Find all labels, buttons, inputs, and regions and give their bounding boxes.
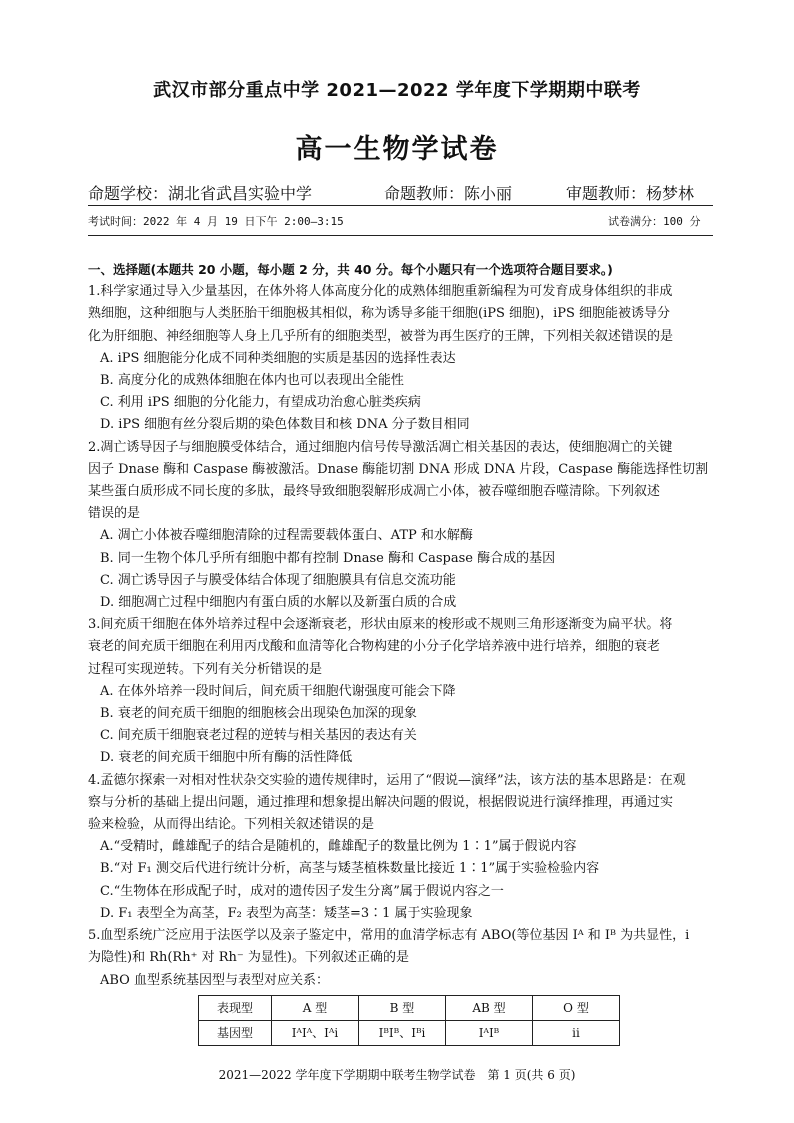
option-c: C.“生物体在形成配子时，成对的遗传因子发生分离”属于假说内容之一 bbox=[100, 883, 504, 899]
table-cell: ii bbox=[533, 1020, 620, 1045]
question-stem-line: 3.间充质干细胞在体外培养过程中会逐渐衰老，形状由原来的梭形或不规则三角形逐渐变为扁平状。将 bbox=[88, 617, 673, 633]
table-cell: IᴬIᴬ、Iᴬi bbox=[272, 1020, 359, 1045]
option-b: B. 高度分化的成熟体细胞在体内也可以表现出全能性 bbox=[100, 373, 404, 389]
option-c: C. 间充质干细胞衰老过程的逆转与相关基因的表达有关 bbox=[100, 728, 417, 744]
blood-type-table bbox=[198, 995, 620, 1046]
option-c: C. 凋亡诱导因子与膜受体结合体现了细胞膜具有信息交流功能 bbox=[100, 572, 456, 588]
question-1 bbox=[88, 281, 718, 436]
question-stem-line: 为隐性)和 Rh(Rh⁺ 对 Rh⁻ 为显性)。下列叙述正确的是 bbox=[88, 950, 409, 966]
question-stem-line: 化为肝细胞、神经细胞等人身上几乎所有的细胞类型，被誉为再生医疗的王牌，下列相关叙述错误的是 bbox=[88, 328, 674, 344]
table-row bbox=[199, 995, 620, 1020]
table-cell: B 型 bbox=[359, 995, 446, 1020]
question-stem-line: 衰老的间充质干细胞在利用丙戊酸和血清等化合物构建的小分子化学培养液中进行培养，细胞的衰老 bbox=[88, 639, 661, 655]
option-a: A.“受精时，雌雄配子的结合是随机的，雌雄配子的数量比例为 1∶1”属于假说内容 bbox=[100, 839, 577, 855]
question-2 bbox=[88, 437, 718, 615]
question-stem-line: 验来检验，从而得出结论。下列相关叙述错误的是 bbox=[88, 817, 375, 833]
option-b: B. 衰老的间充质干细胞的细胞核会出现染色加深的现象 bbox=[100, 706, 417, 722]
option-c: C. 利用 iPS 细胞的分化能力，有望成功治愈心脏类疾病 bbox=[100, 395, 421, 411]
question-stem-line: 某些蛋白质形成不同长度的多肽，最终导致细胞裂解形成凋亡小体，被吞噬细胞吞噬清除。下列叙述 bbox=[88, 484, 661, 500]
question-3 bbox=[88, 614, 718, 769]
question-stem-line: 熟细胞，这种细胞与人类胚胎干细胞极其相似，称为诱导多能干细胞(iPS 细胞)，iPS 细胞能被诱导分 bbox=[88, 306, 671, 322]
table-cell: A 型 bbox=[272, 995, 359, 1020]
question-stem-line: 2.凋亡诱导因子与细胞膜受体结合，通过细胞内信号传导激活凋亡相关基因的表达，使细胞凋亡的关键 bbox=[88, 439, 673, 455]
reviewer: 审题教师：杨梦林 bbox=[566, 184, 695, 203]
question-stem-line: 1.科学家通过导入少量基因，在体外将人体高度分化的成熟体细胞重新编程为可发育成身体组织的非成 bbox=[88, 284, 673, 300]
table-cell: O 型 bbox=[533, 995, 620, 1020]
option-a: A. 凋亡小体被吞噬细胞清除的过程需要载体蛋白、ATP 和水解酶 bbox=[100, 528, 473, 544]
question-stem-line: 错误的是 bbox=[88, 506, 141, 522]
question-stem-line: 过程可实现逆转。下列有关分析错误的是 bbox=[88, 661, 323, 677]
option-a: A. iPS 细胞能分化成不同种类细胞的实质是基因的选择性表达 bbox=[100, 350, 456, 366]
question-stem-line: ABO 血型系统基因型与表型对应关系： bbox=[100, 972, 329, 988]
option-d: D. 衰老的间充质干细胞中所有酶的活性降低 bbox=[100, 750, 353, 766]
table-cell: IᴬIᴮ bbox=[446, 1020, 533, 1045]
table-cell: 表现型 bbox=[199, 995, 272, 1020]
time-divider bbox=[88, 235, 713, 236]
table-row bbox=[199, 1020, 620, 1045]
option-b: B. 同一生物个体几乎所有细胞中都有控制 Dnase 酶和 Caspase 酶合成的基因 bbox=[100, 550, 556, 566]
question-4 bbox=[88, 770, 718, 925]
subject-title: 高一生物学试卷 bbox=[295, 134, 499, 165]
setter-teacher: 命题教师：陈小丽 bbox=[384, 184, 513, 203]
table-cell: 基因型 bbox=[199, 1020, 272, 1045]
question-stem-line: 察与分析的基础上提出问题，通过推理和想象提出解决问题的假说，根据假说进行演绎推理，再通过实 bbox=[88, 794, 674, 810]
school-title: 武汉市部分重点中学 2021—2022 学年度下学期期中联考 bbox=[153, 80, 641, 101]
question-stem-line: 因子 Dnase 酶和 Caspase 酶被激活。Dnase 酶能切割 DNA 形成 DNA 片段，Caspase 酶能选择性切割 bbox=[88, 461, 709, 477]
option-d: D. F₁ 表型全为高茎，F₂ 表型为高茎：矮茎=3∶1 属于实验现象 bbox=[100, 905, 473, 921]
setter-school: 命题学校：湖北省武昌实验中学 bbox=[88, 184, 313, 203]
table-cell: AB 型 bbox=[446, 995, 533, 1020]
option-d: D. 细胞凋亡过程中细胞内有蛋白质的水解以及新蛋白质的合成 bbox=[100, 595, 457, 611]
page-footer: 2021—2022 学年度下学期期中联考生物学试卷 第 1 页(共 6 页) bbox=[218, 1068, 576, 1082]
full-score: 试卷满分：100 分 bbox=[608, 215, 701, 228]
option-a: A. 在体外培养一段时间后，间充质干细胞代谢强度可能会下降 bbox=[100, 683, 456, 699]
option-b: B.“对 F₁ 测交后代进行统计分析，高茎与矮茎植株数量比接近 1∶1”属于实验检验内容 bbox=[100, 861, 600, 877]
header-divider bbox=[88, 205, 713, 206]
question-5 bbox=[88, 925, 718, 1046]
question-stem-line: 4.孟德尔探索一对相对性状杂交实验的遗传规律时，运用了“假说—演绎”法，该方法的基本思路是：在观 bbox=[88, 772, 686, 788]
option-d: D. iPS 细胞有丝分裂后期的染色体数目和核 DNA 分子数目相同 bbox=[100, 417, 470, 433]
section-heading: 一、选择题(本题共 20 小题，每小题 2 分，共 40 分。每个小题只有一个选项符合题目要求。) bbox=[88, 262, 613, 277]
exam-time: 考试时间：2022 年 4 月 19 日下午 2:00—3:15 bbox=[88, 215, 344, 228]
question-stem-line: 5.血型系统广泛应用于法医学以及亲子鉴定中，常用的血清学标志有 ABO(等位基因 Iᴬ 和 Iᴮ 为共显性，i bbox=[88, 928, 690, 944]
table-cell: IᴮIᴮ、Iᴮi bbox=[359, 1020, 446, 1045]
question-body bbox=[88, 259, 718, 1046]
